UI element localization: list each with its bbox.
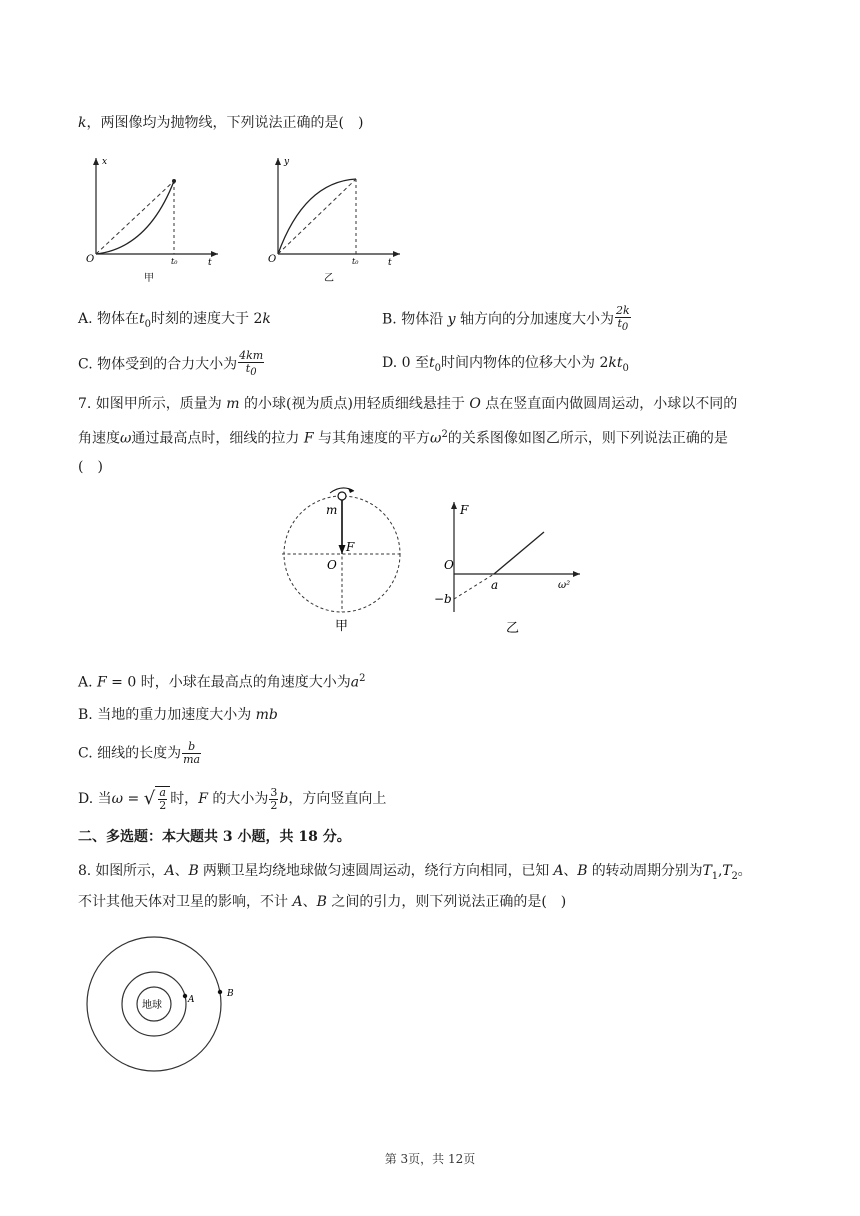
graph-jia-origin: O [86,254,95,265]
figure-yi-omega-label: ω² [558,580,571,591]
q7-stem-line1: 7. 如图甲所示，质量为 m 的小球(视为质点)用轻质细线悬挂于 O 点在竖直面内做圆周运动，小球以不同的 [78,396,738,412]
graph-jia-caption: 甲 [144,273,154,284]
figure-jia-m-label: m [326,503,338,517]
q8-stem-line1: 8. 如图所示，A、B 两颗卫星均绕地球做匀速圆周运动，绕行方向相同，已知 A、B 的转动周期分别为$T_1,T_2$。 [78,863,752,882]
figure-yi-caption: 乙 [506,621,520,636]
q6-option-a: A. 物体在$t_0$时刻的速度大于 2k [78,311,271,330]
graph-jia-y-label: x [102,157,108,167]
earth-label: 地球 [142,1000,162,1011]
graph-jia [78,150,228,285]
graph-yi-caption: 乙 [324,273,334,284]
q8-orbit-figure [78,932,248,1077]
figure-yi-F-label: F [460,503,469,517]
graph-jia-x-label: t [208,258,212,268]
figure-yi-O-label: O [444,558,454,572]
q7-stem-line2: 角速度ω通过最高点时，细线的拉力 F 与其角速度的平方$\omega^2$的关系图像如图乙所示，则下列说法正确的是 [78,429,728,447]
section-heading-multiple-choice: 二、多选题：本大题共 3 小题，共 18 分。 [78,829,351,845]
q8-stem-line2: 不计其他天体对卫星的影响，不计 A、B 之间的引力，则下列说法正确的是( ) [78,894,567,910]
q7-option-c: C. 细线的长度为 $\frac{b}{ma}$ [78,740,201,766]
graph-jia-t0: t₀ [171,257,178,266]
figure-yi-a-label: a [491,578,499,592]
q6-option-d: D. 0 至$t_0$时间内物体的位移大小为 $2kt_0$ [382,355,629,374]
satellite-b-label: B [227,989,234,999]
q6-intro: k，两图像均为抛物线，下列说法正确的是( ) [78,115,364,131]
q6-option-c: C. 物体受到的合力大小为 $\frac{4km}{t_0}$ [78,349,264,379]
satellite-a-label: A [188,995,195,1005]
q6-option-b: B. 物体沿 y 轴方向的分加速度大小为 $\frac{2k}{t_0}$ [382,304,630,334]
figure-yi-minus-b-label: −b [434,592,452,606]
q7-stem-line3: ( ) [78,459,103,475]
graph-yi-x-label: t [388,258,392,268]
page-footer: 第 3页，共 12页 [384,1152,476,1166]
graph-yi [262,150,412,285]
q7-option-a: A. F = 0 时，小球在最高点的角速度大小为$a^2$ [78,673,366,691]
q7-option-b: B. 当地的重力加速度大小为 mb [78,707,278,723]
q7-option-d: D. 当ω = √ $\frac{a}{2}$ 时，F 的大小为 $\frac{3}{2}$ b，方向竖直向上 [78,785,387,812]
graph-yi-y-label: y [284,157,290,167]
q7-figure-jia [278,484,413,636]
graph-yi-t0: t₀ [352,257,359,266]
figure-jia-F-label: F [346,540,355,554]
figure-jia-O-label: O [327,558,337,572]
q7-figure-yi [430,494,590,644]
figure-jia-caption: 甲 [335,619,349,634]
graph-yi-origin: O [268,254,277,265]
